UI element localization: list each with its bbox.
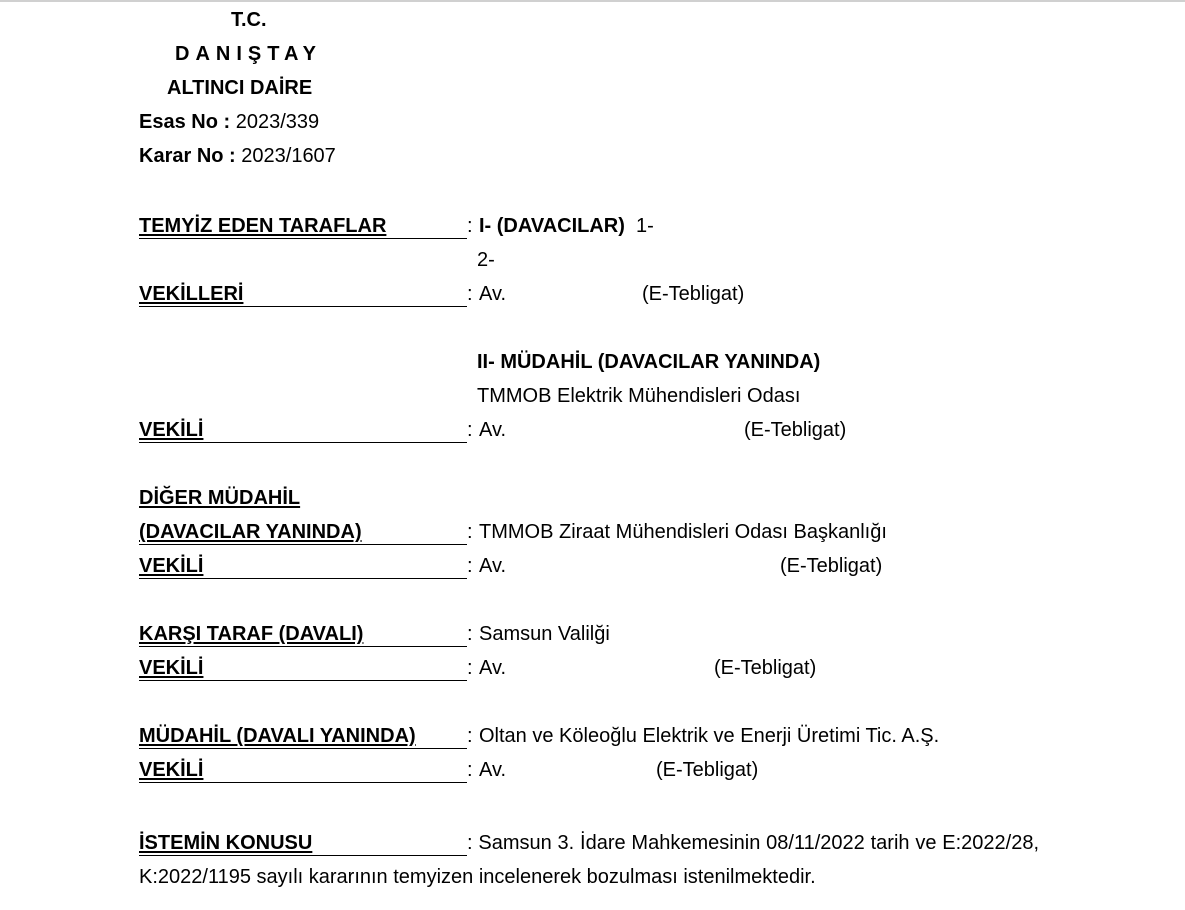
defendant-intervener-lawyer-label: VEKİLİ [139,758,467,783]
colon: : [467,283,473,305]
appellant-lawyers-etebligat: (E-Tebligat) [642,283,745,305]
colon: : [467,555,473,577]
appellant-lawyers-label: VEKİLLERİ [139,282,467,307]
respondent-value: Samsun Valilği [479,623,610,645]
appellant-label: TEMYİZ EDEN TARAFLAR [139,214,467,239]
appellant-item-1: 1- [636,215,654,237]
colon: : [467,215,473,237]
defendant-intervener-lawyer-etebligat: (E-Tebligat) [656,759,759,781]
colon: : [467,623,473,645]
other-intervener-label-2: (DAVACILAR YANINDA) [139,520,467,545]
esas-label: Esas No : [139,111,231,133]
subject-text: : Samsun 3. İdare Mahkemesinin 08/11/2022 tarih ve E:2022/28, K:2022/1195 sayılı kararının temyizen incelenerek bozulması istenilmektedir. [139,832,1039,888]
intervener-heading: II- MÜDAHİL (DAVACILAR YANINDA) [477,351,821,373]
respondent-lawyer-etebligat: (E-Tebligat) [714,657,817,679]
intervener-lawyer-etebligat: (E-Tebligat) [744,419,847,441]
karar-value: 2023/1607 [241,145,336,167]
intervener-lawyer-value: Av. [479,419,507,441]
appellant-heading-line [479,214,654,238]
intervener-lawyer-label: VEKİLİ [139,418,467,443]
other-intervener-lawyer-etebligat: (E-Tebligat) [780,555,883,577]
esas-value: 2023/339 [235,111,320,133]
appellant-item-2: 2- [477,249,495,271]
colon: : [467,725,473,747]
appellant-lawyers-value: Av. [479,283,507,305]
subject-paragraph [139,826,1039,894]
header-tc: T.C. [231,9,267,31]
karar-line [139,144,336,168]
colon: : [467,657,473,679]
colon: : [467,521,473,543]
esas-line [139,110,319,134]
colon: : [467,759,473,781]
karar-label: Karar No : [139,145,236,167]
colon: : [467,419,473,441]
appellant-heading: I- (DAVACILAR) [479,215,625,237]
respondent-label: KARŞI TARAF (DAVALI) [139,622,467,647]
defendant-intervener-label: MÜDAHİL (DAVALI YANINDA) [139,724,467,749]
other-intervener-label-1: DİĞER MÜDAHİL [139,487,301,509]
header-court: DANIŞTAY [175,43,322,65]
respondent-lawyer-label: VEKİLİ [139,656,467,681]
intervener-name: TMMOB Elektrik Mühendisleri Odası [477,385,801,407]
subject-label: İSTEMİN KONUSU [139,831,467,856]
defendant-intervener-lawyer-value: Av. [479,759,507,781]
other-intervener-lawyer-value: Av. [479,555,507,577]
other-intervener-lawyer-label: VEKİLİ [139,554,467,579]
defendant-intervener-value: Oltan ve Köleoğlu Elektrik ve Enerji Üretimi Tic. A.Ş. [479,725,940,747]
respondent-lawyer-value: Av. [479,657,507,679]
other-intervener-value: TMMOB Ziraat Mühendisleri Odası Başkanlığı [479,521,887,543]
header-chamber: ALTINCI DAİRE [167,77,313,99]
page-top-edge [0,0,1185,2]
